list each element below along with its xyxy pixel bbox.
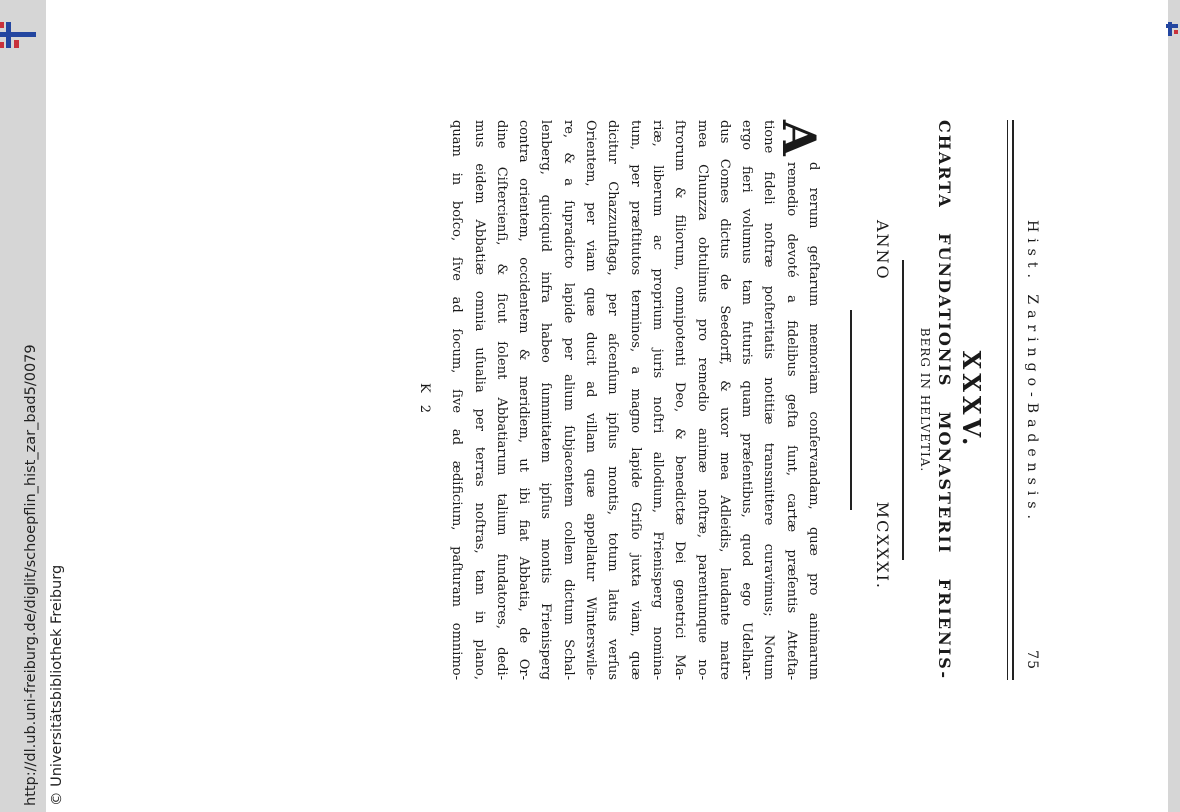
body-line: dicitur Chazzunſtaga, per aſcenſum ipſius montis, totum latus verſus [605,120,621,680]
body-line: quam in boſco, ſive ad ſocum, ſive ad ædificium, paſturam omnimo- [449,120,465,680]
lower-rule [850,310,852,510]
charter-body [445,120,824,680]
running-head [1018,120,1044,680]
charter-number: XXXV. [957,350,986,450]
copyright-notice: © Universitätsbibliothek Freiburg [49,564,65,806]
body-line: lenberg, quicquid infra habeo ſummitatem ipſius montis Frienisperg [538,120,554,680]
source-url[interactable]: http://dl.ub.uni-freiburg.de/diglit/schoepflin_hist_zar_bad5/0079 [23,344,39,806]
charter-title: CHARTA FUNDATIONIS MONASTERII FRIENIS- [935,120,954,680]
body-line: mus eidem Abbatiæ omnia uſualia per terras noſtras, tam in plano, [471,120,487,680]
body-line: dine Ciſtercienſi, & ſicut ſolent Abbatiarum talium fundatores, dedi- [493,120,509,680]
running-title: Hist. Zaringo-Badensis. [1024,220,1040,525]
body-line: riæ, liberum ac proprium juris noſtri allodium, Frienisperg nomina- [649,120,665,680]
drop-cap: A [772,120,826,156]
body-line: Orientem, per viam quæ ducit ad villam quæ appellatur Winterswile- [583,120,599,680]
double-rule [1007,120,1014,680]
signature-mark: K 2 [417,382,432,418]
body-line: d rerum geſtarum memoriam conſervandam, quæ pro animarum [806,162,821,680]
body-line: ergo fieri volumus tam futuris quam præſentibus, quod ego Udelhar- [739,120,755,680]
right-margin-strip [1168,0,1180,812]
body-line: re, & a ſupradicto lapide per alium ſubjacentem collem dictum Schal- [560,120,576,680]
scanned-page [324,120,1044,680]
body-line: contra orientem, occidentem & meridiem, ut ibi fiat Abbatia, de Or- [516,120,532,680]
charter-subtitle: BERG IN HELVETIA. [918,327,932,473]
page-number: 75 [1024,650,1040,670]
body-line: remedio devoté a fidelibus geſta ſunt, cartæ præſentis Atteſta- [783,162,799,680]
library-logo-icon-right [1166,22,1178,42]
upper-rule [902,260,904,560]
body-line: tum, per præſtitutos terminos, a magno lapide Griſio juxta viam, quæ [627,120,643,680]
body-line: ſtrorum & filiorum, omnipotenti Deo, & benedictæ Dei genetrici Ma- [672,120,688,680]
body-line: dus Comes dictus de Seedorff, & uxor mea Adleidis, laudante matre [716,120,732,680]
anno-heading: ANNO MCXXXI. [873,220,892,590]
body-line: tione fideli noſtræ poſteritatis notitiæ transmittere curavimus; Notum [761,120,777,680]
body-line: mea Chunzza obtulimus pro remedio animæ noſtræ, parentumque no- [694,120,710,680]
